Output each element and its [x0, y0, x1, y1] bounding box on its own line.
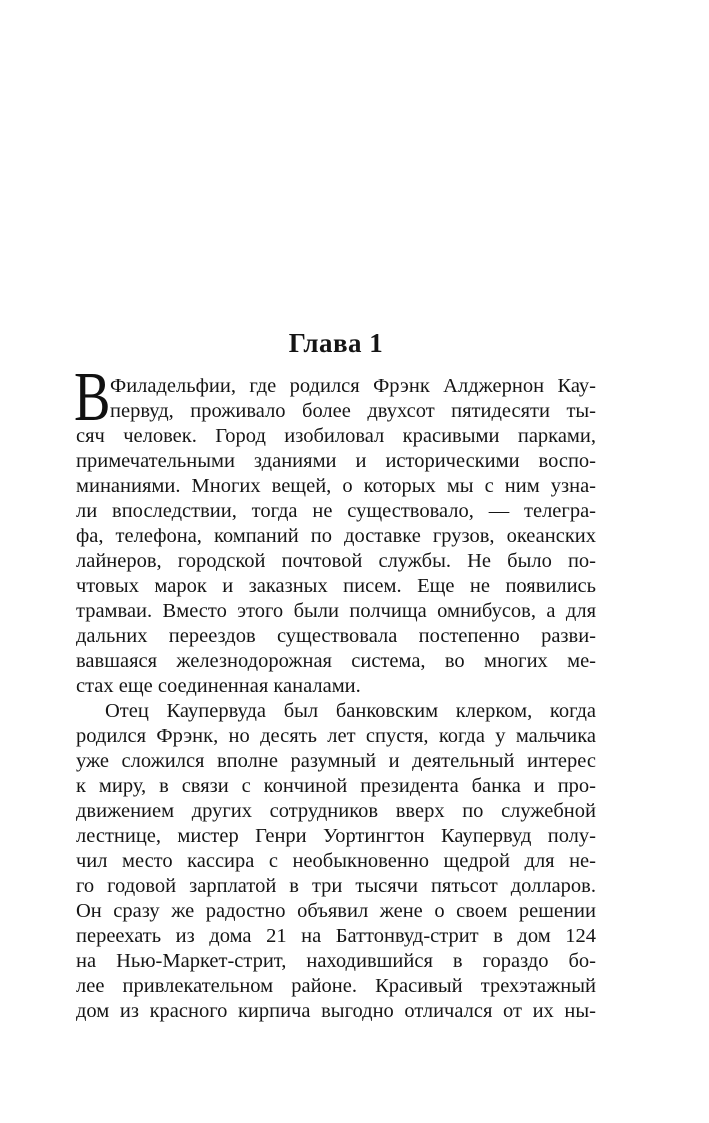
text-line: стах еще соединенная каналами. — [76, 675, 361, 697]
text-line: лестнице, мистер Генри Уортингтон Каупервуд полу- — [76, 825, 596, 847]
text-line: движением других сотрудников вверх по служебной — [76, 800, 596, 822]
text-line: Он сразу же радостно объявил жене о своем решении — [76, 900, 596, 922]
text-line: дом из красного кирпича выгодно отличался от их ны- — [76, 1000, 596, 1022]
text-line: лее привлекательном районе. Красивый трехэтажный — [76, 975, 596, 997]
text-line: уже сложился вполне разумный и деятельный интерес — [76, 750, 596, 772]
text-line: переехать из дома 21 на Баттонвуд-стрит в дом 124 — [76, 925, 596, 947]
drop-cap: В — [74, 359, 111, 436]
text-line: фа, телефона, компаний по доставке грузов, океанских — [76, 525, 596, 547]
text-line: примечательными зданиями и историческими воспо- — [76, 450, 596, 472]
text-line: чтовых марок и заказных писем. Еще не появились — [76, 575, 596, 597]
paragraph — [76, 374, 596, 699]
text-line: минаниями. Многих вещей, о которых мы с ним узна- — [76, 475, 596, 497]
text-line: сяч человек. Город изобиловал красивыми парками, — [76, 425, 596, 447]
text-line: лайнеров, городской почтовой службы. Не было по- — [76, 550, 596, 572]
text-line: трамваи. Вместо этого были полчища омнибусов, а для — [76, 600, 596, 622]
text-line: чил место кассира с необыкновенно щедрой для не- — [76, 850, 596, 872]
text-line: к миру, в связи с кончиной президента банка и про- — [76, 775, 596, 797]
paragraph — [76, 699, 596, 1024]
page-body-text — [76, 374, 596, 1024]
text-line: го годовой зарплатой в три тысячи пятьсот долларов. — [76, 875, 596, 897]
text-line: на Нью-Маркет-стрит, находившийся в гораздо бо- — [76, 950, 596, 972]
text-line: родился Фрэнк, но десять лет спустя, когда у мальчика — [76, 725, 596, 747]
text-line: дальних переездов существовала постепенно разви- — [76, 625, 596, 647]
text-line: ли впоследствии, тогда не существовало, — телегра- — [76, 500, 596, 522]
text-line: вавшаяся железнодорожная система, во многих ме- — [76, 650, 596, 672]
text-line: Филадельфии, где родился Фрэнк Алджернон Кау- — [110, 375, 596, 397]
text-line: первуд, проживало более двухсот пятидесяти ты- — [110, 400, 596, 422]
chapter-heading: Глава 1 — [288, 328, 384, 358]
text-line: Отец Каупервуда был банковским клерком, когда — [105, 700, 596, 722]
